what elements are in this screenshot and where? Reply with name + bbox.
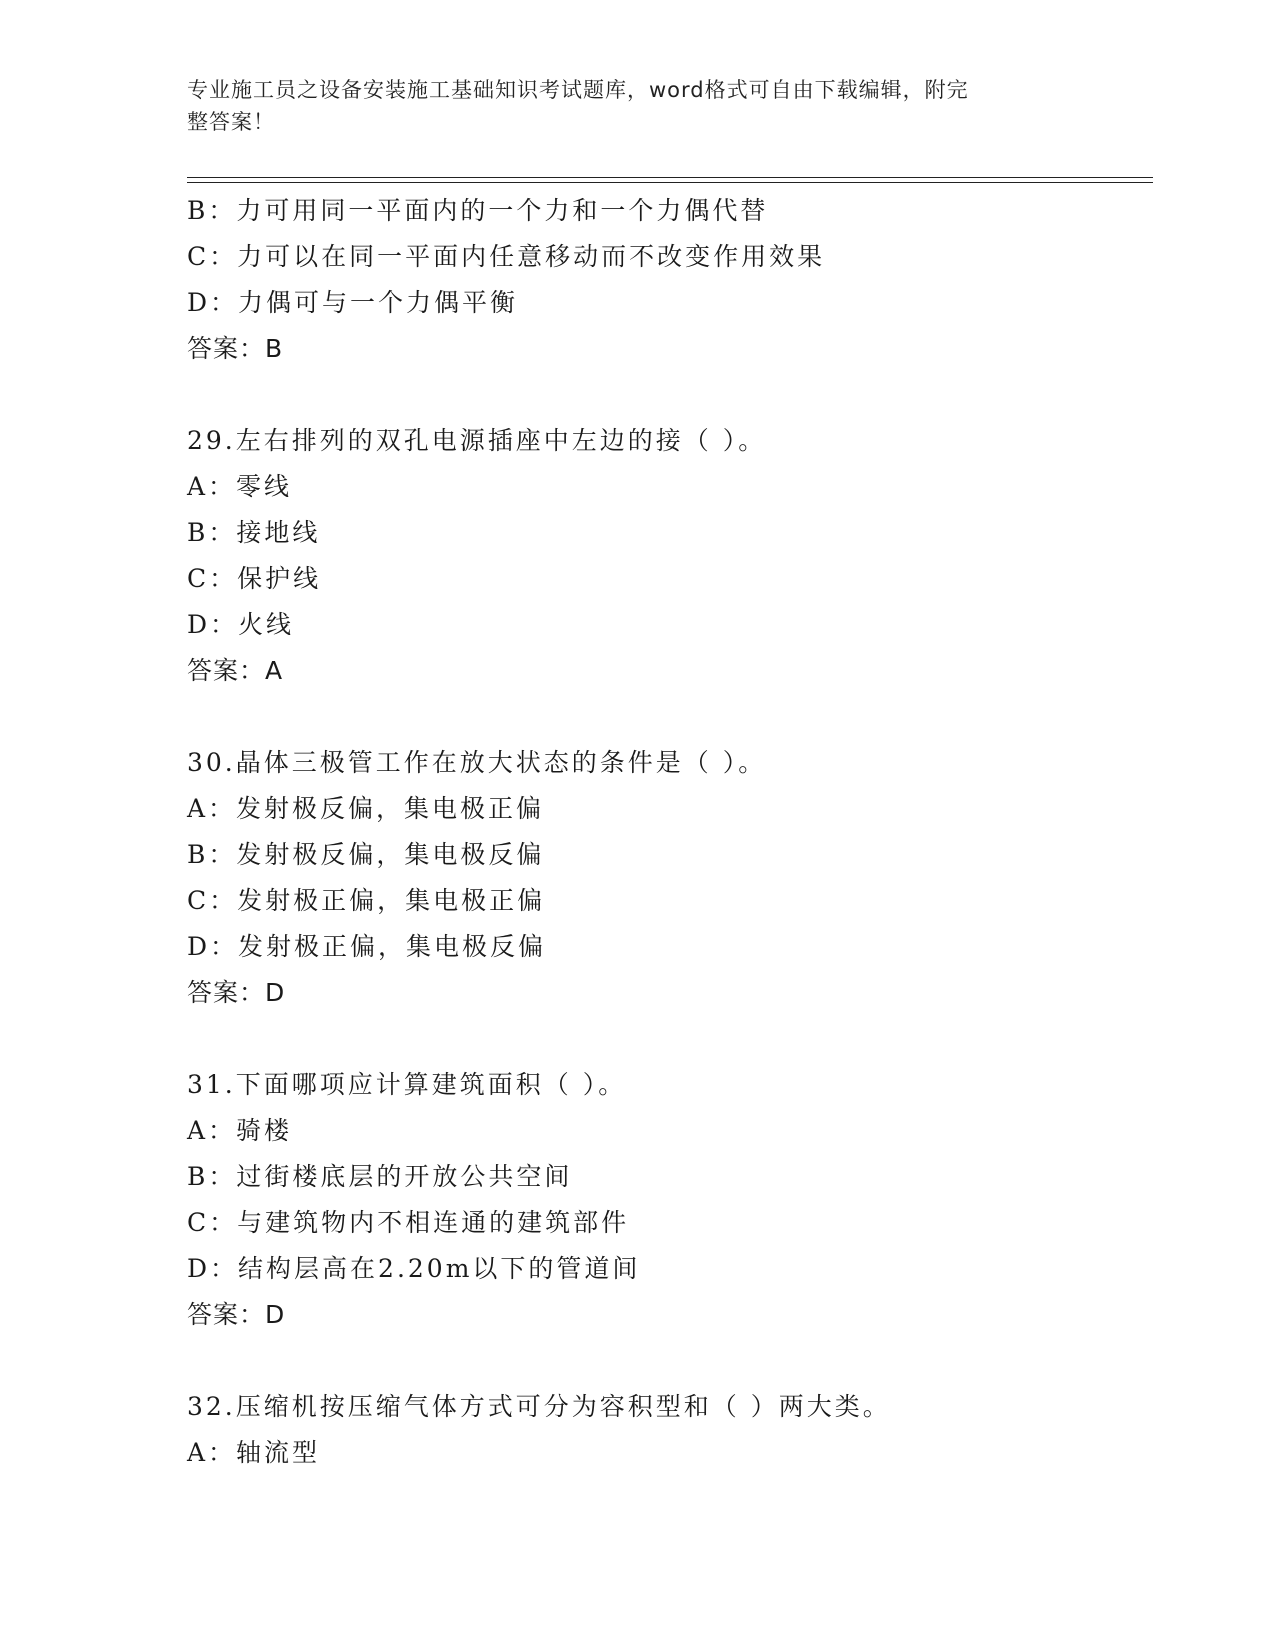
answer-line: 答案：A (187, 656, 284, 685)
spacer (187, 372, 1153, 418)
option-c: C：发射极正偏，集电极正偏 (187, 886, 546, 915)
header-title-line-2: 整答案！ (187, 110, 275, 134)
question-28-continued (187, 188, 1153, 372)
option-c: C：与建筑物内不相连通的建筑部件 (187, 1208, 630, 1237)
question-30 (187, 740, 1153, 1016)
option-a: A：轴流型 (187, 1438, 321, 1467)
question-29 (187, 418, 1153, 694)
document-header (187, 74, 1067, 138)
option-b: B：过街楼底层的开放公共空间 (187, 1162, 573, 1191)
question-stem: 31.下面哪项应计算建筑面积（ ）。 (187, 1070, 627, 1099)
answer-line: 答案：D (187, 1300, 286, 1329)
option-c: C：保护线 (187, 564, 322, 593)
option-a: A：骑楼 (187, 1116, 293, 1145)
option-d: D：发射极正偏，集电极反偏 (187, 932, 547, 961)
header-divider-bottom (187, 182, 1153, 183)
question-31 (187, 1062, 1153, 1338)
spacer (187, 694, 1153, 740)
option-b: B：接地线 (187, 518, 321, 547)
question-stem: 29.左右排列的双孔电源插座中左边的接（ ）。 (187, 426, 767, 455)
answer-line: 答案：B (187, 334, 284, 363)
question-32 (187, 1384, 1153, 1476)
option-a: A：发射极反偏，集电极正偏 (187, 794, 545, 823)
question-stem: 30.晶体三极管工作在放大状态的条件是（ ）。 (187, 748, 767, 777)
option-b: B：发射极反偏，集电极反偏 (187, 840, 545, 869)
option-b: B：力可用同一平面内的一个力和一个力偶代替 (187, 196, 769, 225)
option-d: D：力偶可与一个力偶平衡 (187, 288, 519, 317)
spacer (187, 1016, 1153, 1062)
option-d: D：结构层高在2.20m以下的管道间 (187, 1254, 641, 1283)
option-c: C：力可以在同一平面内任意移动而不改变作用效果 (187, 242, 826, 271)
answer-line: 答案：D (187, 978, 286, 1007)
spacer (187, 1338, 1153, 1384)
question-stem: 32.压缩机按压缩气体方式可分为容积型和（ ）两大类。 (187, 1392, 891, 1421)
header-title-line-1: 专业施工员之设备安装施工基础知识考试题库，word格式可自由下载编辑，附完 (187, 78, 969, 102)
question-list (187, 188, 1153, 1476)
option-d: D：火线 (187, 610, 295, 639)
option-a: A：零线 (187, 472, 293, 501)
header-divider-top (187, 177, 1153, 178)
